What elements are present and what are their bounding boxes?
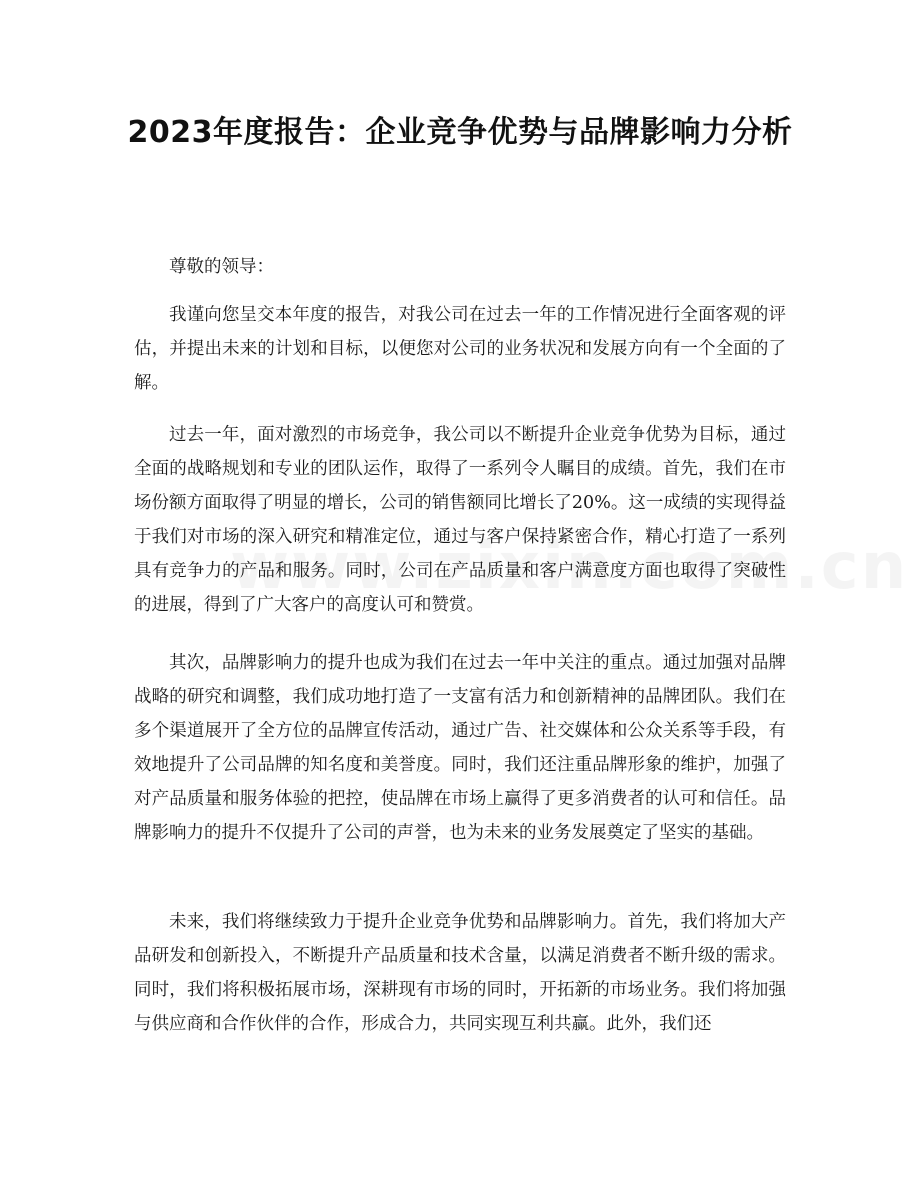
document-title: 2023年度报告：企业竞争优势与品牌影响力分析 xyxy=(127,115,793,150)
paragraph-text: 未来，我们将继续致力于提升企业竞争优势和品牌影响力。首先，我们将加大产品研发和创新投入，不断提升产品质量和技术含量，以满足消费者不断升级的需求。同时，我们将积极拓展市场，深耕现有市场的同时，开拓新的市场业务。我们将加强与供应商和合作伙伴的合作，形成合力，共同实现互利共赢。此外，我们还 xyxy=(134,912,786,1034)
paragraph-2 xyxy=(134,418,786,622)
paragraph-text: 过去一年，面对激烈的市场竞争，我公司以不断提升企业竞争优势为目标，通过全面的战略规划和专业的团队运作，取得了一系列令人瞩目的成绩。首先，我们在市场份额方面取得了明显的增长，公司的销售额同比增长了20%。这一成绩的实现得益于我们对市场的深入研究和精准定位，通过与客户保持紧密合作，精心打造了一系列具有竞争力的产品和服务。同时，公司在产品质量和客户满意度方面也取得了突破性的进展，得到了广大客户的高度认可和赞赏。 xyxy=(134,425,786,615)
salutation-text: 尊敬的领导： xyxy=(169,257,274,277)
paragraph-3 xyxy=(134,646,786,850)
paragraph-text: 其次，品牌影响力的提升也成为我们在过去一年中关注的重点。通过加强对品牌战略的研究和调整，我们成功地打造了一支富有活力和创新精神的品牌团队。我们在多个渠道展开了全方位的品牌宣传活动，通过广告、社交媒体和公众关系等手段，有效地提升了公司品牌的知名度和美誉度。同时，我们还注重品牌形象的维护，加强了对产品质量和服务体验的把控，使品牌在市场上赢得了更多消费者的认可和信任。品牌影响力的提升不仅提升了公司的声誉，也为未来的业务发展奠定了坚实的基础。 xyxy=(134,653,786,843)
paragraph-4 xyxy=(134,905,786,1041)
paragraph-1 xyxy=(134,298,786,400)
paragraph-text: 我谨向您呈交本年度的报告，对我公司在过去一年的工作情况进行全面客观的评估，并提出未来的计划和目标，以便您对公司的业务状况和发展方向有一个全面的了解。 xyxy=(134,305,786,393)
salutation xyxy=(134,250,786,284)
